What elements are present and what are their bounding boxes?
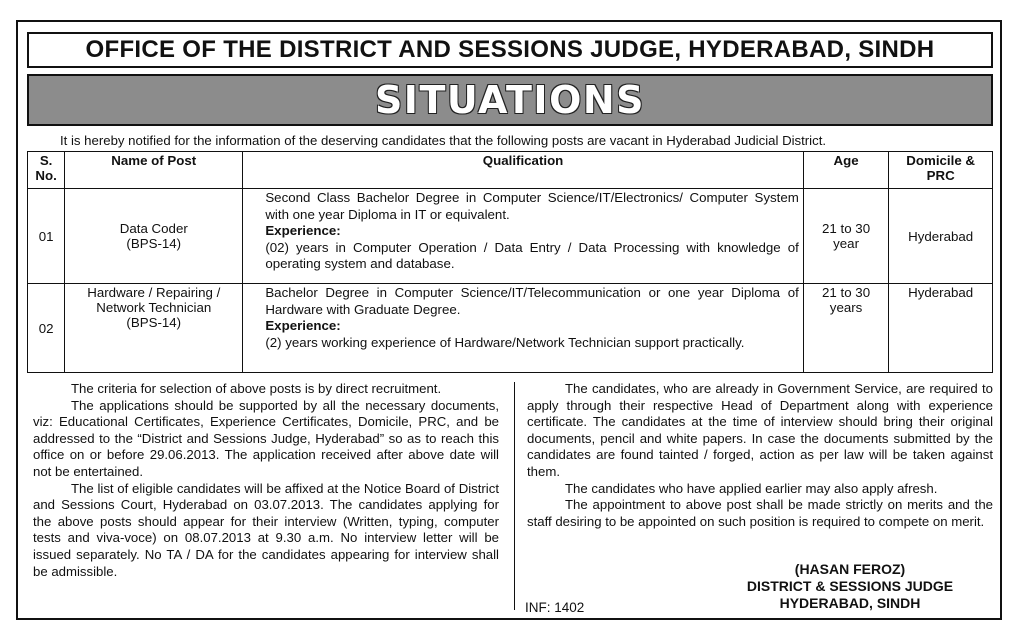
row-qualification bbox=[243, 284, 803, 373]
qualification-text: Bachelor Degree in Computer Science/IT/Telecommunication or one year Diploma of Hardware with Graduate Degree. bbox=[265, 285, 799, 317]
header-domicile: Domicile & PRC bbox=[889, 152, 993, 189]
paragraph: The criteria for selection of above posts is by direct recruitment. bbox=[71, 381, 442, 396]
post-name: Hardware / Repairing / Network Technician bbox=[87, 285, 221, 315]
paragraph: The list of eligible candidates will be affixed at the Notice Board of District and Sessions Court, Hyderabad on 03.07.2013. The candidates applying for the above posts should appear for their interview (Written, typing, computer tests and viva-voce) on 08.07.2013 at 9.30 a.m. No interview letter will be issued separately. No TA / DA for the candidates appearing for interview shall be admissible. bbox=[33, 480, 499, 579]
row-post-name bbox=[65, 284, 243, 373]
row-qualification bbox=[243, 189, 803, 284]
row-age: 21 to 30 year bbox=[803, 189, 889, 284]
paragraph: The applications should be supported by all the necessary documents, viz: Educational Certificates, Experience Certificates, Domicile, PRC, and be addressed to the “District and Sessions Judge, Hyderabad” so as to reach this office on or before 29.06.2013. The application received after above date will not be entertained. bbox=[33, 397, 499, 479]
office-header bbox=[27, 32, 993, 68]
signatory-name: (HASAN FEROZ) bbox=[794, 561, 906, 577]
table-header-row bbox=[28, 152, 993, 189]
posts-table bbox=[27, 151, 993, 373]
experience-label: Experience: bbox=[265, 318, 341, 333]
table-row bbox=[28, 284, 993, 373]
banner-title: SITUATIONS bbox=[374, 78, 646, 122]
row-sno: 01 bbox=[28, 189, 65, 284]
row-domicile: Hyderabad bbox=[889, 189, 993, 284]
office-title: OFFICE OF THE DISTRICT AND SESSIONS JUDGE, HYDERABAD, SINDH bbox=[85, 36, 935, 63]
left-column bbox=[33, 381, 499, 580]
row-post-name bbox=[65, 189, 243, 284]
post-name: Data Coder bbox=[119, 221, 188, 236]
header-qualification: Qualification bbox=[243, 152, 803, 189]
experience-text: (02) years in Computer Operation / Data Entry / Data Processing with knowledge of operating system and database. bbox=[265, 239, 799, 271]
experience-text: (2) years working experience of Hardware/Network Technician support practically. bbox=[265, 334, 745, 350]
post-bps: (BPS-14) bbox=[126, 236, 182, 251]
header-name: Name of Post bbox=[65, 152, 243, 189]
signatory-place: HYDERABAD, SINDH bbox=[779, 595, 921, 611]
table-row bbox=[28, 189, 993, 284]
paragraph: The appointment to above post shall be made strictly on merits and the staff desiring to be appointed on such position is required to compete on merit. bbox=[527, 497, 993, 529]
header-sno: S. No. bbox=[28, 152, 65, 189]
paragraph: The candidates, who are already in Government Service, are required to apply through their respective Head of Department along with experience certificate. The candidates at the time of interview should bring their original documents, pencil and white papers. In case the documents submitted by the candidates are found tainted / forged, action as per law will be taken against them. bbox=[527, 381, 993, 479]
paragraph: The candidates who have applied earlier may also apply afresh. bbox=[565, 480, 938, 496]
post-bps: (BPS-14) bbox=[126, 315, 182, 330]
right-column bbox=[527, 381, 993, 530]
notice-text: It is hereby notified for the information of the deserving candidates that the following posts are vacant in Hyderabad Judicial District. bbox=[60, 133, 827, 148]
signatory-designation: DISTRICT & SESSIONS JUDGE bbox=[746, 578, 954, 594]
situations-banner bbox=[27, 74, 993, 126]
column-divider bbox=[514, 382, 515, 610]
row-age: 21 to 30 years bbox=[803, 284, 889, 373]
header-age: Age bbox=[803, 152, 889, 189]
row-sno: 02 bbox=[28, 284, 65, 373]
signature-block bbox=[700, 561, 1000, 612]
row-domicile: Hyderabad bbox=[889, 284, 993, 373]
inf-number: INF: 1402 bbox=[525, 600, 585, 615]
experience-label: Experience: bbox=[265, 223, 341, 238]
qualification-text: Second Class Bachelor Degree in Computer Science/IT/Electronics/ Computer System with one year Diploma in IT or equivalent. bbox=[265, 190, 799, 222]
